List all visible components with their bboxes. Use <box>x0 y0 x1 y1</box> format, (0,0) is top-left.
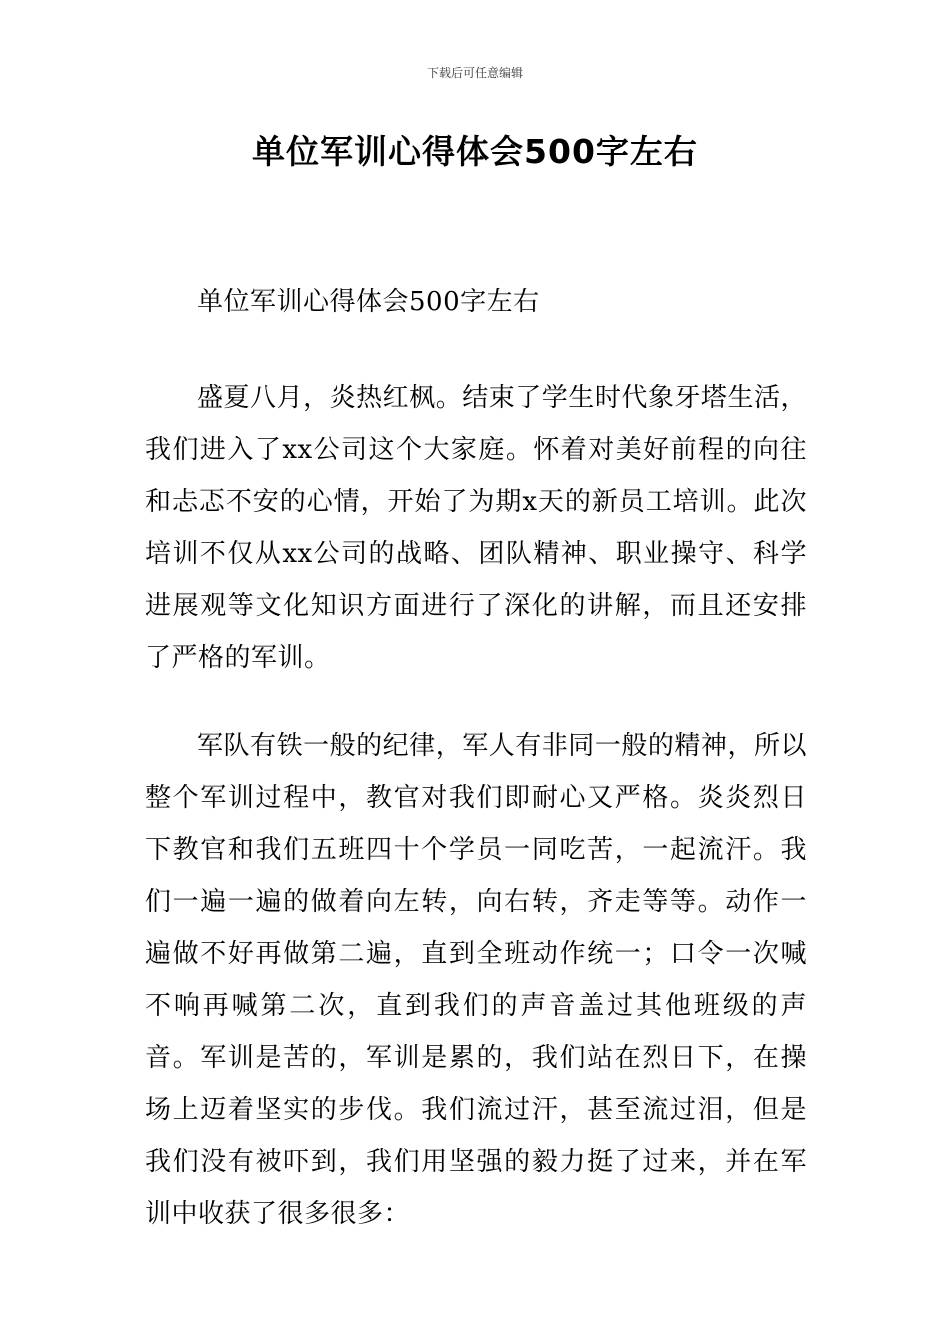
paragraph-block-2 <box>145 720 807 1240</box>
document-title: 单位军训心得体会500字左右 <box>252 132 698 171</box>
paragraph: 军队有铁一般的纪律，军人有非同一般的精神，所以整个军训过程中，教官对我们即耐心又严格。炎炎烈日下教官和我们五班四十个学员一同吃苦，一起流汗。我们一遍一遍的做着向左转，向右转，齐走等等。动作一遍做不好再做第二遍，直到全班动作统一；口令一次喊不响再喊第二次，直到我们的声音盖过其他班级的声音。军训是苦的，军训是累的，我们站在烈日下，在操场上迈着坚实的步伐。我们流过汗，甚至流过泪，但是我们没有被吓到，我们用坚强的毅力挺了过来，并在军训中收获了很多很多： <box>145 731 807 1229</box>
document-subtitle: 单位军训心得体会500字左右 <box>197 287 540 317</box>
paragraph-block-1 <box>145 372 807 684</box>
header-note: 下载后可任意编辑 <box>426 66 523 80</box>
paragraph: 盛夏八月，炎热红枫。结束了学生时代象牙塔生活，我们进入了xx公司这个大家庭。怀着对美好前程的向往和忐忑不安的心情，开始了为期x天的新员工培训。此次培训不仅从xx公司的战略、团队精神、职业操守、科学进展观等文化知识方面进行了深化的讲解，而且还安排了严格的军训。 <box>145 383 807 673</box>
